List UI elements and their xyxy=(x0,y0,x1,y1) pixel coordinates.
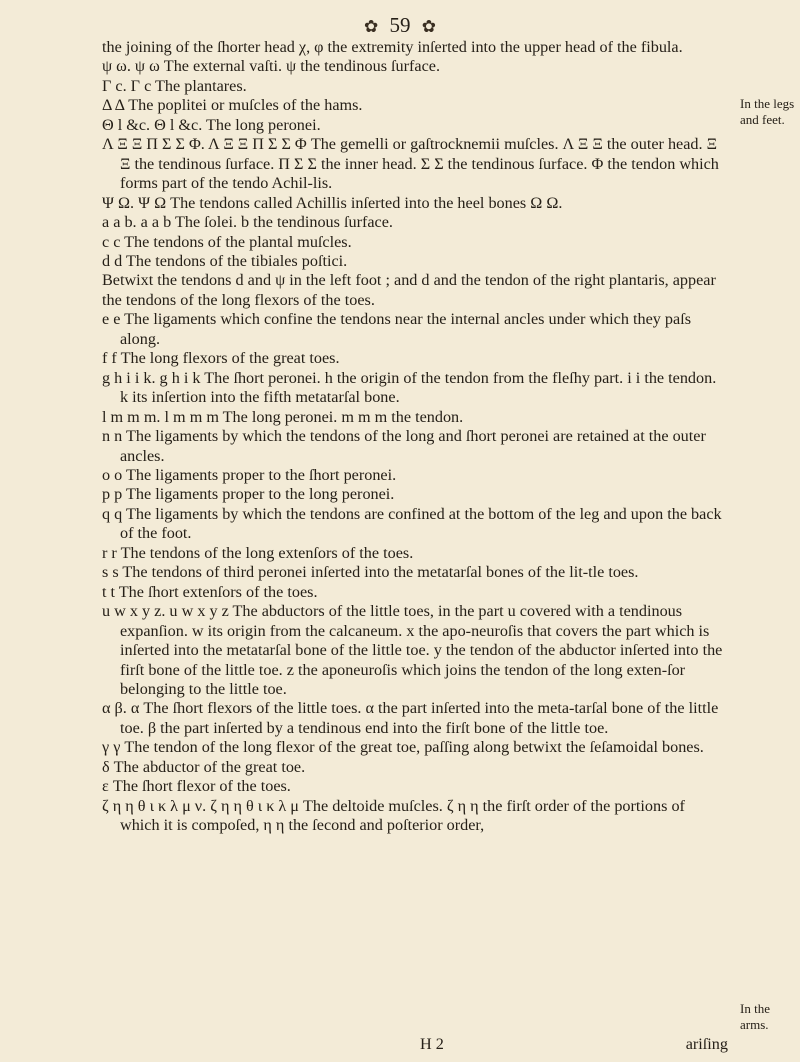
ornament-right-icon: ✿ xyxy=(421,17,436,36)
text-line: Betwixt the tendons d and ψ in the left foot ; and d and the tendon of the right plantaris, appear the tendons of the long flexors of the toes. xyxy=(102,271,716,309)
text-line: f f The long flexors of the great toes. xyxy=(102,349,340,368)
text-line: Ψ Ω. Ψ Ω The tendons called Achillis inſerted into the heel bones Ω Ω. xyxy=(102,193,563,212)
text-line: d d The tendons of the tibiales poſtici. xyxy=(102,251,348,270)
body-text xyxy=(102,38,728,836)
page-number: 59 xyxy=(389,13,411,37)
text-line: Θ l &c. Θ l &c. The long peronei. xyxy=(102,115,321,134)
margin-note-legs: In the legs and feet. xyxy=(740,96,795,127)
text-line: the joining of the ſhorter head χ, φ the extremity inſerted into the upper head of the fibula. xyxy=(102,38,683,56)
text-line: q q The ligaments by which the tendons are confined at the bottom of the leg and upon the back of the foot. xyxy=(102,504,722,543)
text-line: p p The ligaments proper to the long peronei. xyxy=(102,485,395,504)
text-line: r r The tendons of the long extenſors of the toes. xyxy=(102,543,414,562)
catchword: ariſing xyxy=(685,1035,728,1053)
signature-mark: H 2 xyxy=(420,1035,444,1053)
text-line: n n The ligaments by which the tendons of the long and ſhort peronei are retained at the outer ancles. xyxy=(102,427,706,465)
text-line: α β. α The ſhort flexors of the little toes. α the part inſerted into the meta-tarſal bone of the little toe. β the part inſerted by a tendinous end into the firſt bone of the little toe. xyxy=(102,699,719,737)
text-line: a a b. a a b The ſolei. b the tendinous ſurface. xyxy=(102,213,393,232)
text-line: c c The tendons of the plantal muſcles. xyxy=(102,232,352,251)
text-line: g h i i k. g h i k The ſhort peronei. h the origin of the tendon from the fleſhy part. i i the tendon. k its inſertion into the fifth metatarſal bone. xyxy=(102,368,717,407)
text-line: t t The ſhort extenſors of the toes. xyxy=(102,582,318,601)
text-line: s s The tendons of third peronei inſerted into the metatarſal bones of the lit-tle toes. xyxy=(102,563,639,582)
text-line: Γ c. Γ c The plantares. xyxy=(102,76,247,95)
text-line: Λ Ξ Ξ Π Σ Σ Φ. Λ Ξ Ξ Π Σ Σ Φ The gemelli or gaſtrocknemii muſcles. Λ Ξ Ξ the outer head. Ξ Ξ the tendinous ſurface. Π Σ Σ the inner head. Σ Σ the tendinous ſurface. Φ the tendon which forms part of the tendo Achil-lis. xyxy=(102,135,719,193)
text-line: l m m m. l m m m The long peronei. m m m the tendon. xyxy=(102,407,464,426)
text-line: Δ Δ The poplitei or muſcles of the hams. xyxy=(102,96,363,115)
text-line: δ The abductor of the great toe. xyxy=(102,757,306,776)
text-line: ε The ſhort flexor of the toes. xyxy=(102,777,291,796)
text-line: ψ ω. ψ ω The external vaſti. ψ the tendinous ſurface. xyxy=(102,57,441,76)
text-line: u w x y z. u w x y z The abductors of the little toes, in the part u covered with a tendinous expanſion. w its origin from the calcaneum. x the apo-neuroſis that covers the part which is inſerted into the metatarſal bone of the little toe. y the tendon of the abductor inſerted into the firſt bone of the little toe. z the aponeuroſis which joins the tendon of the long exten-ſor belonging to the little toe. xyxy=(102,602,723,698)
ornament-left-icon: ✿ xyxy=(364,17,379,36)
text-line: ζ η η θ ι κ λ μ ν. ζ η η θ ι κ λ μ The deltoide muſcles. ζ η η the firſt order of the portions of which it is compoſed, η η the ſecond and poſterior order, xyxy=(102,796,685,835)
text-line: γ γ The tendon of the long flexor of the great toe, paſſing along betwixt the ſeſamoidal bones. xyxy=(102,738,704,757)
text-line: e e The ligaments which confine the tendons near the internal ancles under which they paſs along. xyxy=(102,310,691,348)
margin-note-arms: In the arms. xyxy=(740,1001,770,1032)
text-line: o o The ligaments proper to the ſhort peronei. xyxy=(102,465,397,484)
